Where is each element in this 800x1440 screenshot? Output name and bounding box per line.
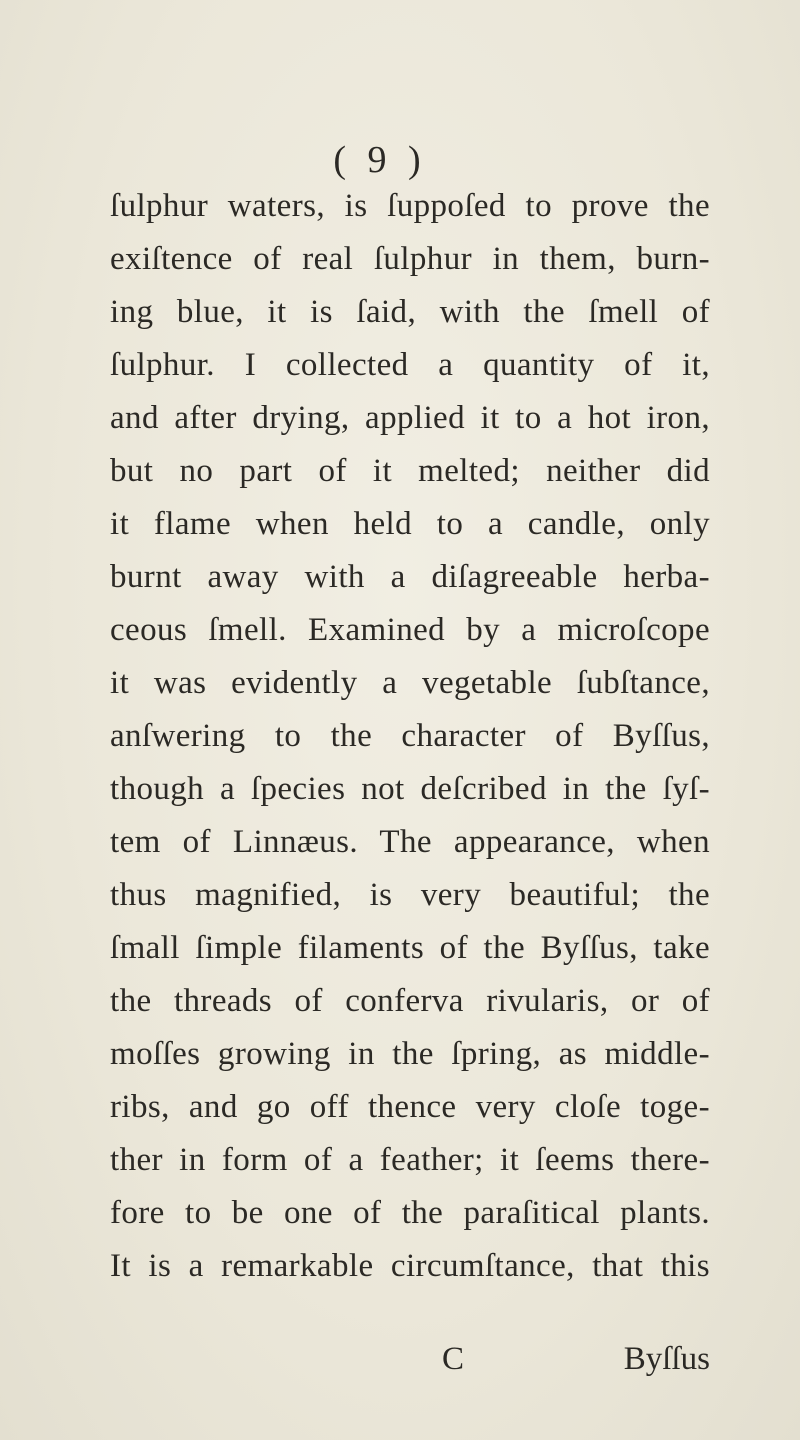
text-line: it flame when held to a candle, only	[110, 506, 710, 542]
text-line: burnt away with a diſagreeable herba-	[110, 559, 710, 595]
text-line: ſmall ſimple filaments of the Byſſus, take	[110, 930, 710, 966]
text-line: ing blue, it is ſaid, with the ſmell of	[110, 294, 710, 330]
text-line: tem of Linnæus. The appearance, when	[110, 824, 710, 860]
text-line: ther in form of a feather; it ſeems there-	[110, 1142, 710, 1178]
text-line: ſulphur. I collected a quantity of it,	[110, 347, 710, 383]
text-line: and after drying, applied it to a hot iron,	[110, 400, 710, 436]
text-line: fore to be one of the paraſitical plants.	[110, 1195, 710, 1231]
body-text	[110, 180, 710, 1293]
catchword: Byſſus	[623, 1341, 710, 1377]
text-line: ceous ſmell. Examined by a microſcope	[110, 612, 710, 648]
text-line: though a ſpecies not deſcribed in the ſyſ-	[110, 771, 710, 807]
text-line: thus magnified, is very beautiful; the	[110, 877, 710, 913]
page-number: ( 9 )	[333, 139, 427, 181]
text-line: but no part of it melted; neither did	[110, 453, 710, 489]
footer-catchline	[110, 1333, 710, 1386]
text-line: anſwering to the character of Byſſus,	[110, 718, 710, 754]
text-line: exiſtence of real ſulphur in them, burn-	[110, 241, 710, 277]
text-line: ſulphur waters, is ſuppoſed to prove the	[110, 188, 710, 224]
text-line: It is a remarkable circumſtance, that this	[110, 1248, 710, 1284]
text-line: ribs, and go off thence very cloſe toge-	[110, 1089, 710, 1125]
text-line: the threads of conferva rivularis, or of	[110, 983, 710, 1019]
text-line: it was evidently a vegetable ſubſtance,	[110, 665, 710, 701]
signature-mark: C	[442, 1341, 465, 1377]
text-line: moſſes growing in the ſpring, as middle-	[110, 1036, 710, 1072]
